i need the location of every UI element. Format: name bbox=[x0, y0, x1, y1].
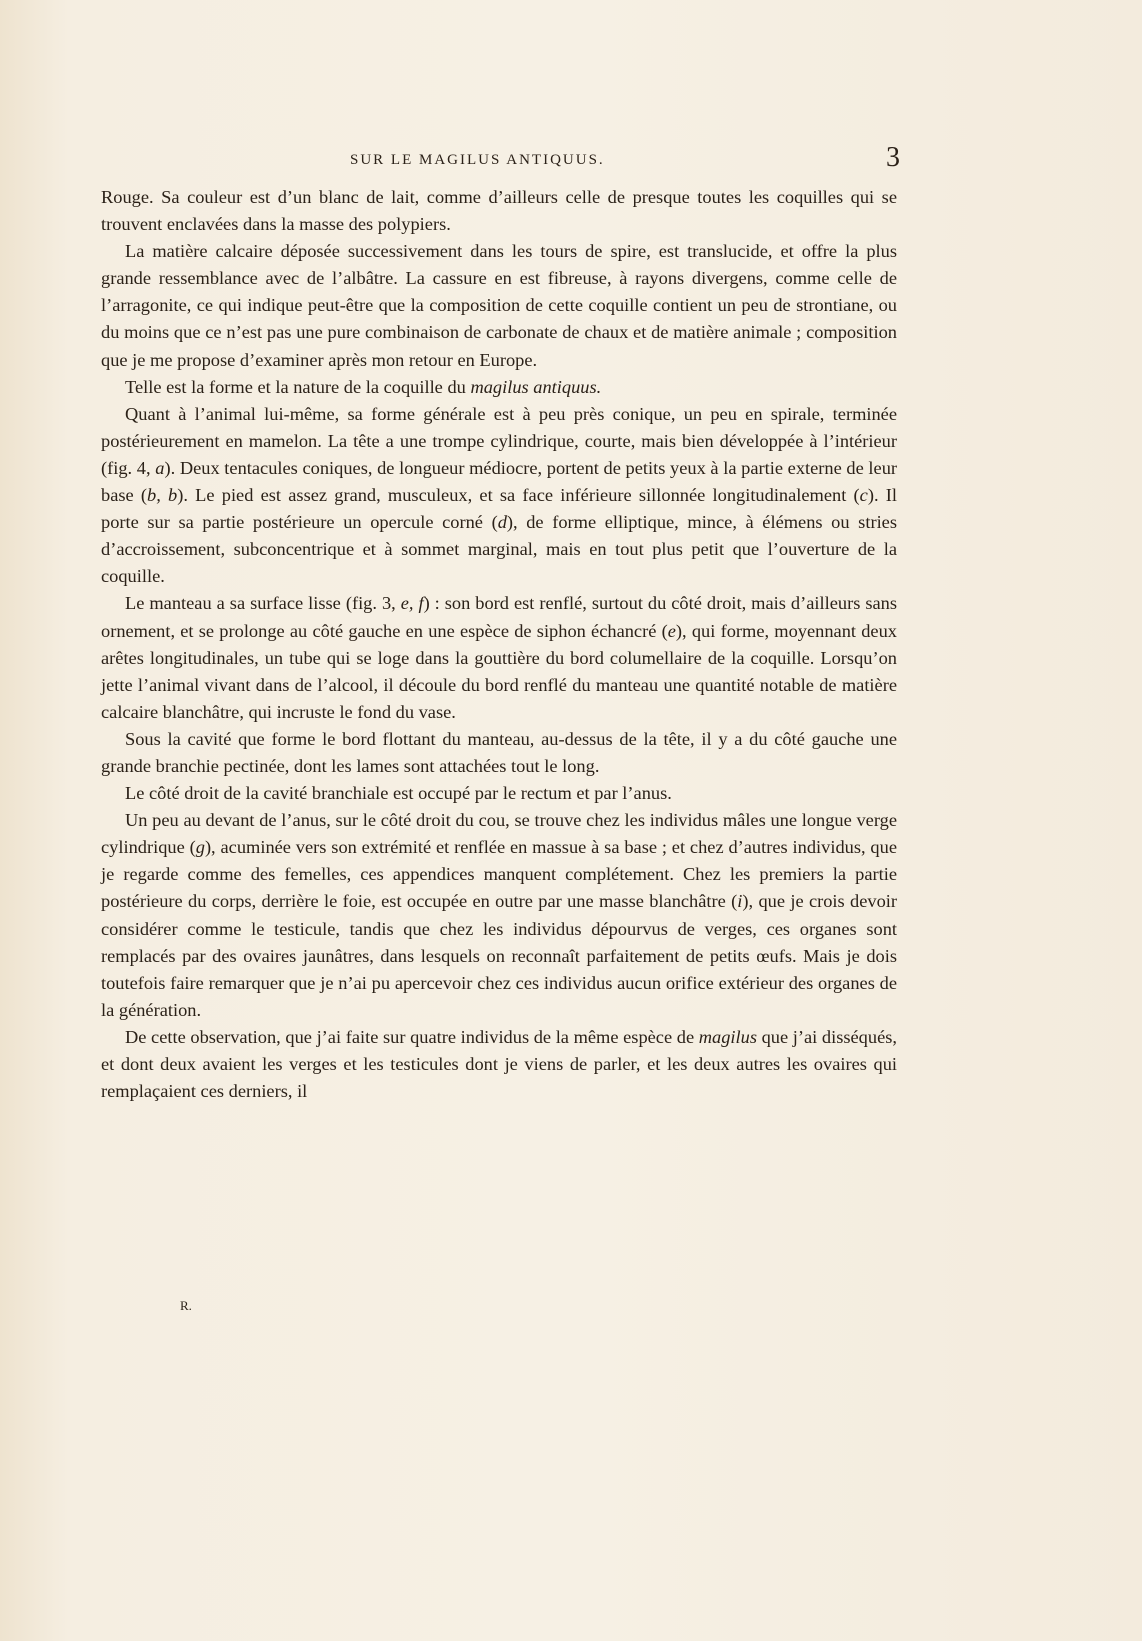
italic-text: a bbox=[155, 457, 165, 478]
paragraph bbox=[101, 374, 897, 401]
text-run: Un peu au devant de l’anus, sur le côté droit du cou, se trouve chez les individus mâles une longue verge cylindrique ( bbox=[101, 810, 897, 858]
text-run: Telle est la forme et la nature de la coquille du bbox=[125, 376, 471, 397]
paragraph bbox=[101, 780, 897, 807]
text-run: Quant à l’animal lui-même, sa forme générale est à peu près conique, un peu en spirale, terminée postérieurement en mamelon. La tête a une trompe cylindrique, courte, mais bien développée à l’intérieur (fig. 4, bbox=[101, 403, 897, 478]
paragraph bbox=[101, 184, 897, 238]
text-run: ). Il porte sur sa partie postérieure un opercule corné ( bbox=[101, 485, 897, 533]
italic-text: e, f bbox=[400, 593, 424, 614]
text-run: La matière calcaire déposée successivement dans les tours de spire, est translucide, et offre la plus grande ressemblance avec de l’albâtre. La cassure en est fibreuse, à rayons divergens, comme celle de l’arragonite, ce qui indique peut-être que la composition de cette coquille contient un peu de strontiane, ou du moins que ce n’est pas une pure combinaison de carbonate de chaux et de matière animale ; composition que je me propose d’examiner après mon retour en Europe. bbox=[101, 241, 897, 370]
text-run: Rouge. Sa couleur est d’un blanc de lait, comme d’ailleurs celle de presque toutes les coquilles qui se trouvent enclavées dans la masse des polypiers. bbox=[101, 187, 897, 235]
text-run: ), de forme elliptique, mince, à élémens ou stries d’accroissement, subconcentrique et à sommet marginal, mais en tout plus petit que l’ouverture de la coquille. bbox=[101, 512, 897, 587]
paragraph bbox=[101, 807, 897, 1024]
body-text bbox=[101, 184, 897, 1105]
italic-text: c bbox=[859, 485, 868, 506]
text-run: ). Deux tentacules coniques, de longueur médiocre, portent de petits yeux à la partie externe de leur base ( bbox=[101, 457, 898, 506]
paragraph bbox=[101, 401, 897, 591]
paragraph bbox=[101, 1024, 897, 1105]
page-header bbox=[100, 142, 900, 176]
text-run: ), acuminée vers son extrémité et renflée en massue à sa base ; et chez d’autres individus, que je regarde comme des femelles, ces appendices manquent complétement. Chez les premiers la partie postérieure du corps, derrière le foie, est occupée en outre par une masse blanchâtre ( bbox=[101, 837, 897, 912]
italic-text: magilus antiquus. bbox=[470, 376, 602, 397]
text-run: Sous la cavité que forme le bord flottant du manteau, au-dessus de la tête, il y a du côté gauche une grande branchie pectinée, dont les lames sont attachées tout le long. bbox=[101, 728, 897, 776]
paragraph bbox=[101, 726, 897, 780]
italic-text: d bbox=[497, 512, 507, 533]
signature-mark: R. bbox=[180, 1298, 192, 1313]
text-run: Le manteau a sa surface lisse (fig. 3, bbox=[125, 593, 401, 614]
text-run: ) : son bord est renflé, surtout du côté droit, mais d’ailleurs sans ornement, et se prolonge au côté gauche en une espèce de siphon échancré ( bbox=[101, 593, 897, 641]
paragraph bbox=[101, 238, 897, 373]
text-run: Le côté droit de la cavité branchiale est occupé par le rectum et par l’anus. bbox=[125, 783, 672, 804]
italic-text: magilus bbox=[698, 1026, 757, 1047]
page-number: 3 bbox=[886, 142, 900, 173]
italic-text: g bbox=[195, 837, 205, 858]
text-run: ), que je crois devoir considérer comme le testicule, tandis que chez les individus dépourvus de verges, ces organes sont remplacés par des ovaires jaunâtres, dans lesquels on reconnaît parfaitement de petits œufs. Mais je dois toutefois faire remarquer que je n’ai pu apercevoir chez ces individus aucun orifice extérieur des organes de la génération. bbox=[101, 891, 898, 1020]
italic-text: b, b bbox=[147, 485, 178, 506]
paragraph bbox=[101, 590, 897, 725]
text-run: que j’ai disséqués, et dont deux avaient les verges et les testicules dont je viens de parler, et les deux autres les ovaires qui remplaçaient ces derniers, il bbox=[101, 1026, 897, 1102]
italic-text: i bbox=[737, 891, 743, 912]
italic-text: e bbox=[667, 620, 676, 641]
text-run: ), qui forme, moyennant deux arêtes longitudinales, un tube qui se loge dans la gouttière du bord columellaire de la coquille. Lorsqu’on jette l’animal vivant dans de l’alcool, il découle du bord renflé du manteau une quantité notable de matière calcaire blanchâtre, qui incruste le fond du vase. bbox=[101, 620, 897, 722]
running-title: SUR LE MAGILUS ANTIQUUS. bbox=[350, 152, 605, 168]
text-run: ). Le pied est assez grand, musculeux, et sa face inférieure sillonnée longitudinalement ( bbox=[177, 485, 860, 506]
text-run: De cette observation, que j’ai faite sur quatre individus de la même espèce de bbox=[125, 1026, 699, 1047]
